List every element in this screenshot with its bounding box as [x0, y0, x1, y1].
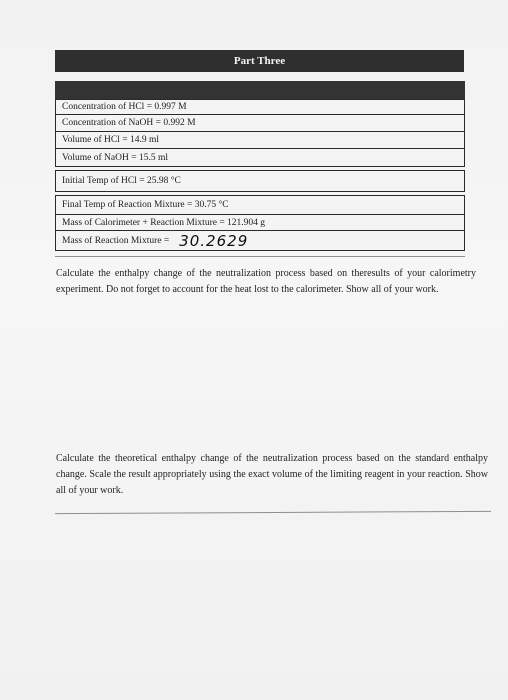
handwritten-mass-value: 30.2629 [179, 231, 249, 250]
table-header [55, 81, 465, 99]
table-row-naoh-concentration [55, 115, 465, 132]
table-row-naoh-volume [55, 149, 465, 167]
row-label: Concentration of HCl = 0.997 M [62, 102, 187, 112]
row-label: Initial Temp of HCl = 25.98 °C [62, 176, 181, 186]
table-row-final-temp [55, 195, 465, 215]
table-row-initial-temp [55, 170, 465, 192]
question-theoretical-enthalpy: Calculate the theoretical enthalpy change of the neutralization process based on the standard enthalpy change. Scale the result appropriately using the exact volume of the limiting reagent in your reaction. Show all of your work. [56, 453, 488, 496]
table-row-hcl-volume [55, 132, 465, 149]
row-label: Final Temp of Reaction Mixture = 30.75 °C [62, 200, 229, 210]
divider [55, 511, 491, 514]
table-row-reaction-mass [55, 231, 465, 251]
row-label: Volume of HCl = 14.9 ml [62, 135, 160, 145]
table-row-hcl-concentration [55, 99, 465, 115]
part-title: Part Three [55, 50, 464, 72]
divider [55, 256, 465, 257]
row-label: Concentration of NaOH = 0.992 M [62, 118, 196, 128]
row-label: Volume of NaOH = 15.5 ml [62, 152, 168, 163]
question-experimental-enthalpy: Calculate the enthalpy change of the neutralization process based on theresults of your calorimetry experiment. Do not forget to account for the heat lost to the calorimeter. Show all of your work. [56, 268, 476, 295]
data-table [55, 81, 465, 251]
row-label: Mass of Calorimeter + Reaction Mixture = 121.904 g [62, 217, 266, 228]
table-row-calorimeter-mass [55, 215, 465, 231]
row-label: Mass of Reaction Mixture = [62, 235, 170, 246]
